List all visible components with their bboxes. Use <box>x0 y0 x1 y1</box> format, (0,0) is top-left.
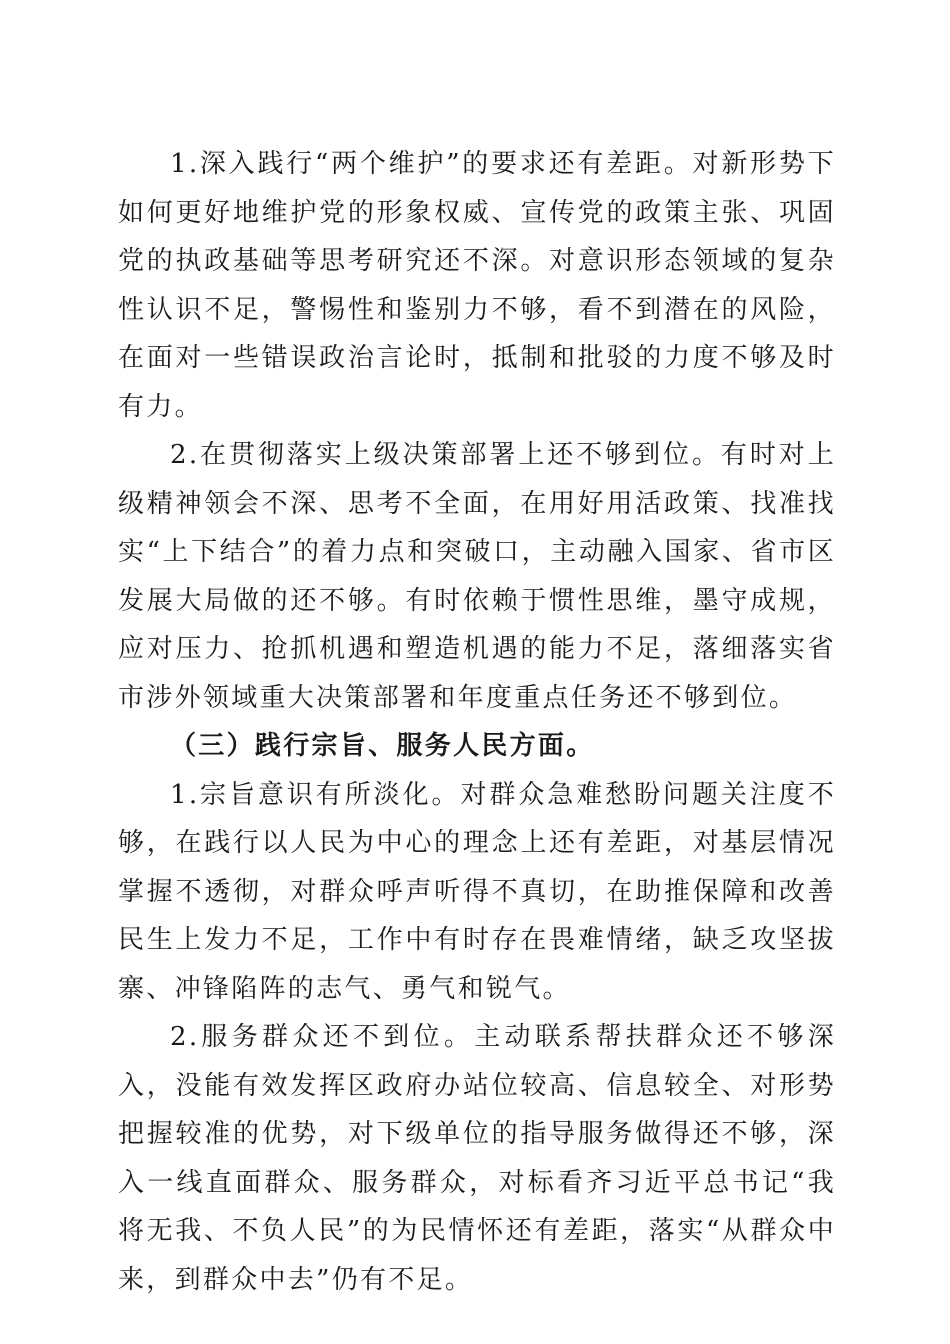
paragraph-purpose-awareness: 1.宗旨意识有所淡化。对群众急难愁盼问题关注度不够，在践行以人民为中心的理念上还有差距，对基层情况掌握不透彻，对群众呼声听得不真切，在助推保障和改善民生上发力不足，工作中有时存在畏难情绪，缺乏攻坚拔寨、冲锋陷阵的志气、勇气和锐气。 <box>118 779 836 1004</box>
paragraph-implementation: 2.在贯彻落实上级决策部署上还不够到位。有时对上级精神领会不深、思考不全面，在用好用活政策、找准找实“上下结合”的着力点和突破口，主动融入国家、省市区发展大局做的还不够。有时依赖于惯性思维，墨守成规，应对压力、抢抓机遇和塑造机遇的能力不足，落细落实省市涉外领域重大决策部署和年度重点任务还不够到位。 <box>118 440 836 713</box>
paragraph-two-safeguards: 1.深入践行“两个维护”的要求还有差距。对新形势下如何更好地维护党的形象权威、宣传党的政策主张、巩固党的执政基础等思考研究还不深。对意识形态领域的复杂性认识不足，警惕性和鉴别力不够，看不到潜在的风险，在面对一些错误政治言论时，抵制和批驳的力度不够及时有力。 <box>118 149 836 422</box>
document-body <box>118 140 836 1304</box>
paragraph-serving-masses: 2.服务群众还不到位。主动联系帮扶群众还不够深入，没能有效发挥区政府办站位较高、信息较全、对形势把握较准的优势，对下级单位的指导服务做得还不够，深入一线直面群众、服务群众，对标看齐习近平总书记“我将无我、不负人民”的为民情怀还有差距，落实“从群众中来，到群众中去”仍有不足。 <box>118 1022 836 1295</box>
section-heading-serve-people: （三）践行宗旨、服务人民方面。 <box>170 731 595 761</box>
